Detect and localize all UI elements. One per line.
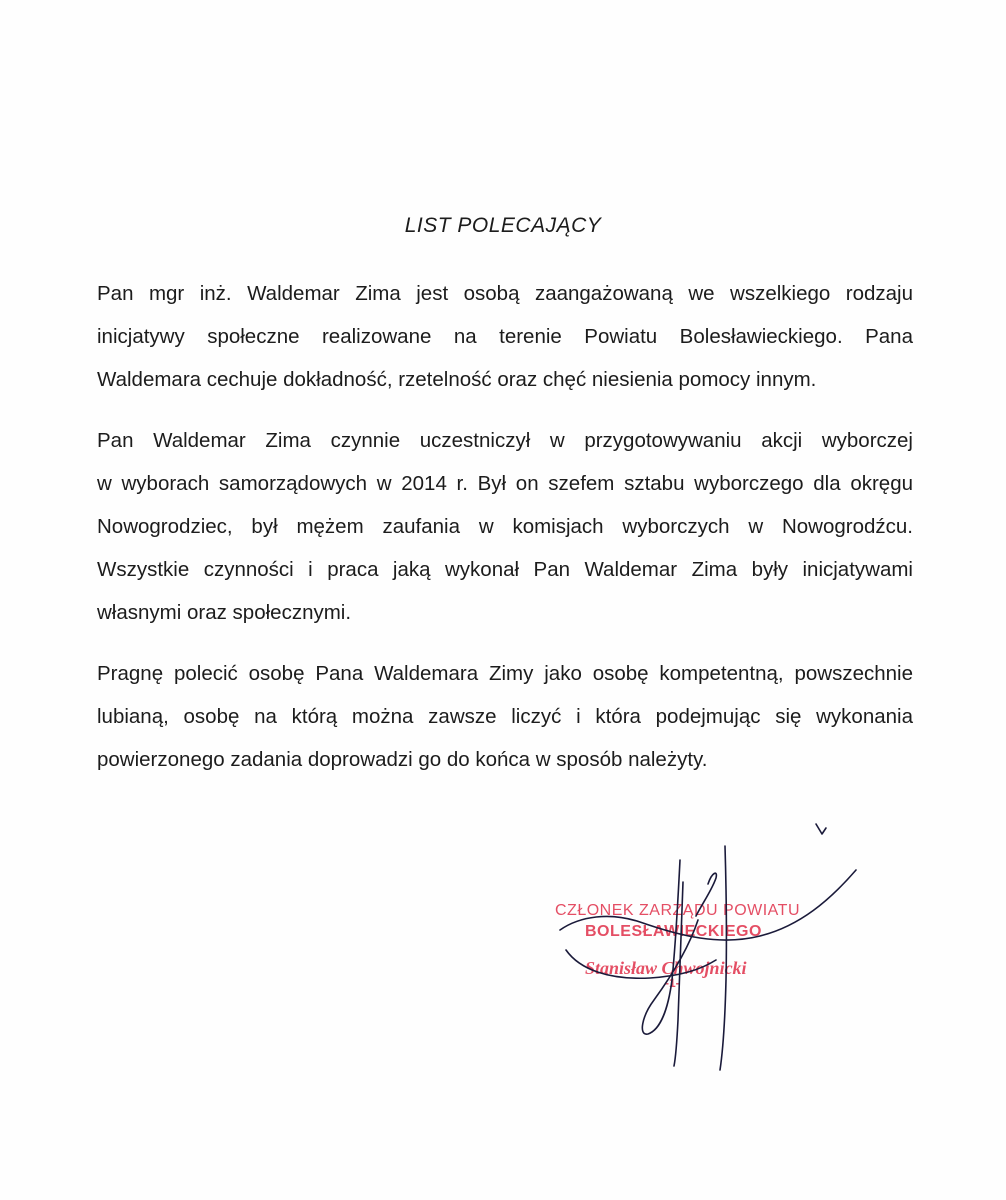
paragraph-line: inicjatywy społeczne realizowane na terenie Powiatu Bolesławieckiego. Pana bbox=[97, 325, 913, 348]
handwritten-signature-icon bbox=[520, 820, 880, 1080]
paragraph-line: własnymi oraz społecznymi. bbox=[97, 601, 352, 624]
stamp-county-text: BOLESŁAWIECKIEGO bbox=[585, 923, 762, 940]
official-stamp bbox=[520, 820, 880, 1080]
paragraph-line: Wszystkie czynności i praca jaką wykonał Pan Waldemar Zima były inicjatywami bbox=[97, 558, 913, 581]
paragraph-3 bbox=[97, 652, 913, 781]
paragraph-line: powierzonego zadania doprowadzi go do końca w sposób należyty. bbox=[97, 748, 708, 771]
paragraph-line: Waldemara cechuje dokładność, rzetelność oraz chęć niesienia pomocy innym. bbox=[97, 368, 817, 391]
paragraph-line: lubianą, osobę na którą można zawsze liczyć i która podejmując się wykonania bbox=[97, 705, 913, 728]
paragraph-2 bbox=[97, 419, 913, 634]
stamp-name-text: Stanisław Chwojnicki bbox=[585, 958, 747, 978]
paragraph-line: Pan Waldemar Zima czynnie uczestniczył w przygotowywaniu akcji wyborczej bbox=[97, 429, 913, 452]
paragraph-1 bbox=[97, 272, 913, 401]
stamp-number-text: -1- bbox=[665, 976, 680, 990]
paragraph-line: Pan mgr inż. Waldemar Zima jest osobą zaangażowaną we wszelkiego rodzaju bbox=[97, 282, 913, 305]
stamp-position-text: CZŁONEK ZARZĄDU POWIATU bbox=[555, 902, 800, 919]
paragraph-line: Pragnę polecić osobę Pana Waldemara Zimy jako osobę kompetentną, powszechnie bbox=[97, 662, 913, 685]
document-title: LIST POLECAJĄCY bbox=[404, 214, 602, 237]
paragraph-line: w wyborach samorządowych w 2014 r. Był on szefem sztabu wyborczego dla okręgu bbox=[97, 472, 913, 495]
paragraph-line: Nowogrodziec, był mężem zaufania w komisjach wyborczych w Nowogrodźcu. bbox=[97, 515, 913, 538]
